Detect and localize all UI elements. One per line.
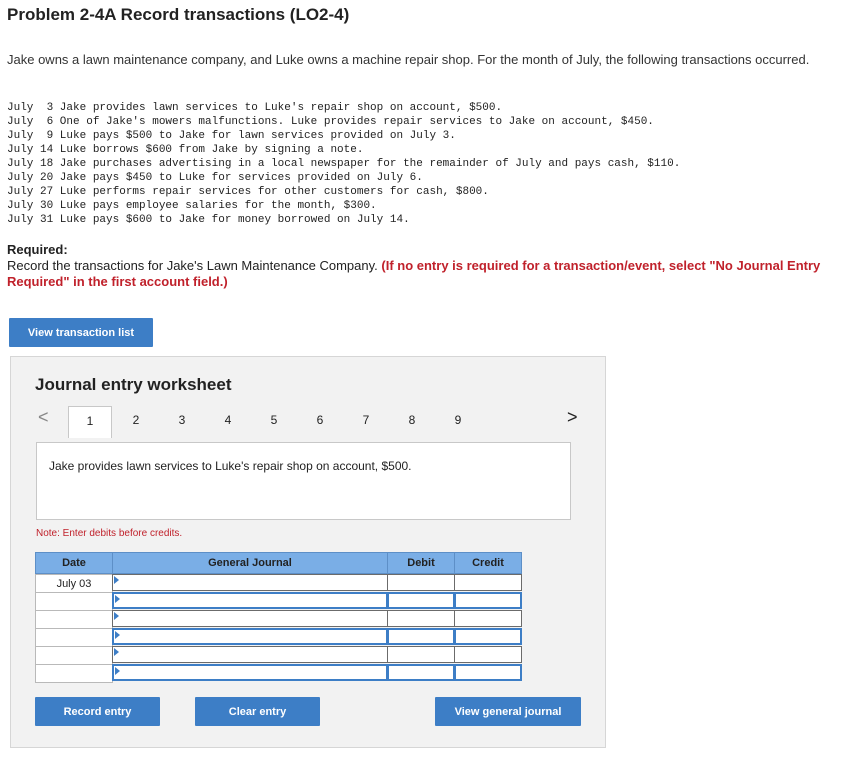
- journal-entry-worksheet: [10, 356, 606, 748]
- table-row-date: [35, 628, 113, 647]
- credit-field[interactable]: [454, 610, 522, 627]
- problem-intro: Jake owns a lawn maintenance company, and Luke owns a machine repair shop. For the month of July, the following transactions occurred.: [7, 52, 810, 67]
- record-entry-button[interactable]: Record entry: [35, 697, 160, 726]
- table-row-date: [35, 610, 113, 629]
- account-field[interactable]: [112, 610, 388, 627]
- account-field[interactable]: [112, 664, 388, 681]
- tab-6[interactable]: 6: [316, 413, 324, 427]
- credit-field[interactable]: [454, 592, 522, 609]
- view-general-journal-button[interactable]: View general journal: [435, 697, 581, 726]
- dropdown-marker-icon: [114, 576, 119, 584]
- account-field[interactable]: [112, 574, 388, 591]
- transaction-line: July 18 Jake purchases advertising in a local newspaper for the remainder of July and pays cash, $110.: [7, 158, 681, 170]
- tab-2[interactable]: 2: [132, 413, 140, 427]
- table-row-date: July 03: [35, 574, 113, 593]
- transaction-line: July 30 Luke pays employee salaries for the month, $300.: [7, 200, 377, 212]
- tab-4[interactable]: 4: [224, 413, 232, 427]
- tab-8[interactable]: 8: [408, 413, 416, 427]
- debit-field[interactable]: [387, 646, 455, 663]
- table-row-date: [35, 664, 113, 683]
- account-field[interactable]: [112, 646, 388, 663]
- tab-7[interactable]: 7: [362, 413, 370, 427]
- tab-3[interactable]: 3: [178, 413, 186, 427]
- column-header-credit: Credit: [454, 552, 522, 574]
- column-header-date: Date: [35, 552, 113, 574]
- transaction-line: July 14 Luke borrows $600 from Jake by signing a note.: [7, 144, 364, 156]
- chevron-right-icon[interactable]: >: [567, 407, 578, 427]
- credit-field[interactable]: [454, 574, 522, 591]
- dropdown-marker-icon: [115, 595, 120, 603]
- transaction-description: Jake provides lawn services to Luke's repair shop on account, $500.: [36, 442, 571, 520]
- tab-5[interactable]: 5: [270, 413, 278, 427]
- account-field[interactable]: [112, 592, 388, 609]
- debit-field[interactable]: [387, 628, 455, 645]
- transaction-line: July 9 Luke pays $500 to Jake for lawn services provided on July 3.: [7, 130, 456, 142]
- transaction-line: July 31 Luke pays $600 to Jake for money borrowed on July 14.: [7, 214, 410, 226]
- debit-field[interactable]: [387, 574, 455, 591]
- required-text: Record the transactions for Jake's Lawn Maintenance Company.: [7, 258, 382, 273]
- transaction-line: July 3 Jake provides lawn services to Luke's repair shop on account, $500.: [7, 102, 503, 114]
- table-row-date: [35, 592, 113, 611]
- dropdown-marker-icon: [115, 667, 120, 675]
- tab-9[interactable]: 9: [454, 413, 462, 427]
- required-heading: Required:: [7, 242, 68, 257]
- clear-entry-button[interactable]: Clear entry: [195, 697, 320, 726]
- page-title: Problem 2-4A Record transactions (LO2-4): [7, 5, 350, 24]
- credit-field[interactable]: [454, 628, 522, 645]
- view-transaction-list-button[interactable]: View transaction list: [9, 318, 153, 347]
- debit-field[interactable]: [387, 610, 455, 627]
- chevron-left-icon[interactable]: <: [38, 407, 49, 427]
- debit-field[interactable]: [387, 592, 455, 609]
- journal-entry-grid: [35, 552, 522, 682]
- column-header-general-journal: General Journal: [112, 552, 388, 574]
- credit-field[interactable]: [454, 646, 522, 663]
- dropdown-marker-icon: [114, 648, 119, 656]
- worksheet-title: Journal entry worksheet: [35, 375, 232, 394]
- credit-field[interactable]: [454, 664, 522, 681]
- transaction-line: July 27 Luke performs repair services for other customers for cash, $800.: [7, 186, 489, 198]
- transaction-line: July 20 Jake pays $450 to Luke for services provided on July 6.: [7, 172, 423, 184]
- account-field[interactable]: [112, 628, 388, 645]
- debit-field[interactable]: [387, 664, 455, 681]
- required-instructions: [7, 258, 852, 290]
- transaction-line: July 6 One of Jake's mowers malfunctions. Luke provides repair services to Jake on account, $450.: [7, 116, 654, 128]
- dropdown-marker-icon: [114, 612, 119, 620]
- column-header-debit: Debit: [387, 552, 455, 574]
- dropdown-marker-icon: [115, 631, 120, 639]
- table-row-date: [35, 646, 113, 665]
- transaction-list: [7, 101, 680, 227]
- required-emphasis: (If no entry is required for a transaction/event, select "No Journal Entry Required" in the first account field.): [7, 258, 821, 289]
- tab-1[interactable]: 1: [68, 406, 112, 438]
- entry-note: Note: Enter debits before credits.: [36, 528, 183, 539]
